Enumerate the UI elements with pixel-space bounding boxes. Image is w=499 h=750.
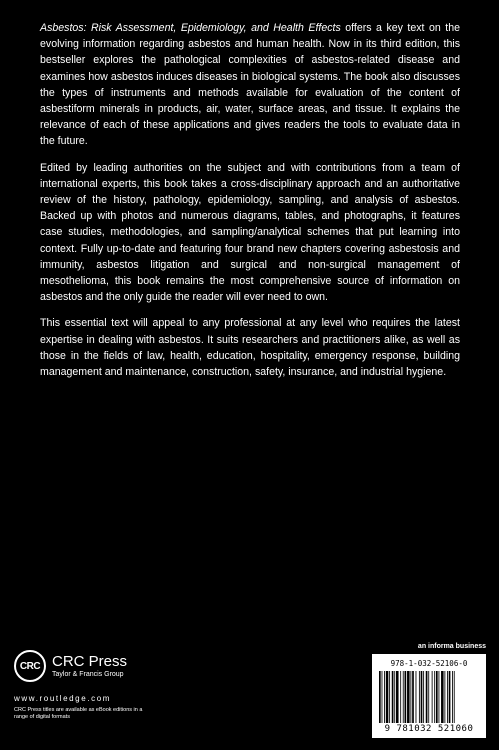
isbn-barcode	[372, 654, 486, 738]
barcode-bar	[384, 671, 385, 723]
barcode-bar	[400, 671, 401, 723]
barcode-bar	[382, 671, 383, 723]
barcode-icon	[377, 671, 481, 723]
barcode-bar	[421, 671, 423, 723]
blurb-paragraph-1	[40, 20, 460, 150]
crc-press-logo	[14, 650, 234, 682]
barcode-bar	[405, 671, 407, 723]
isbn-text-bottom: 9 781032 521060	[384, 724, 474, 734]
barcode-bar	[439, 671, 440, 723]
back-cover-blurb	[40, 20, 460, 390]
barcode-bar	[396, 671, 399, 723]
barcode-bar	[428, 671, 429, 723]
barcode-bar	[444, 671, 445, 723]
barcode-bar	[410, 671, 411, 723]
barcode-bar	[379, 671, 381, 723]
barcode-bar	[392, 671, 394, 723]
publisher-name: CRC Press	[52, 652, 128, 670]
publisher-website: www.routledge.com	[14, 694, 112, 703]
barcode-bar	[454, 671, 455, 723]
blurb-paragraph-3: This essential text will appeal to any professional at any level who requires the latest expertise in dealing with asbestos. It suits researchers and practitioners alike, as well as those in the fields of law, health, education, hospitality, emergency response, building management and maintenance, construction, safety, insurance, and industrial hygiene.	[40, 317, 460, 379]
barcode-bar	[407, 671, 410, 723]
barcode-bar	[403, 671, 404, 723]
barcode-bar	[416, 671, 417, 723]
barcode-bar	[419, 671, 420, 723]
publisher-group: Taylor & Francis Group	[52, 670, 124, 678]
barcode-bar	[389, 671, 390, 723]
barcode-bar	[436, 671, 438, 723]
barcode-bar	[441, 671, 444, 723]
blurb-paragraph-2: Edited by leading authorities on the subject and with contributions from a team of international experts, this book takes a cross-disciplinary approach and an authoritative review of the history, pathology, epidemiology, sampling, and analysis of asbestos. Backed up with photos and numerous diagrams, tables, and photographs, it features case studies, methodologies, and sampling/analytical schemes that put learning into context. Fully up-to-date and featuring four brand new chapters covering asbestosis and immunity, asbestos litigation and surgical and non-surgical management of mesothelioma, this book remains the most comprehensive source of information on asbestos and the only guide the reader will ever need to own.	[40, 161, 460, 304]
publisher-block	[14, 650, 234, 721]
barcode-bar	[394, 671, 395, 723]
book-title: Asbestos: Risk Assessment, Epidemiology, and Health Effects	[40, 22, 341, 34]
informa-tagline: an informa business	[417, 643, 486, 650]
ebook-note: CRC Press titles are available as eBook editions in a range of digital formats	[14, 707, 143, 720]
barcode-bar	[434, 671, 435, 723]
crc-badge-icon: CRC	[14, 650, 46, 682]
isbn-text-top: 978-1-032-52106-0	[390, 659, 468, 668]
barcode-bar	[426, 671, 428, 723]
barcode-bar	[412, 671, 414, 723]
blurb-paragraph-1-text: offers a key text on the evolving information regarding asbestos and human health. Now in its third edition, this bestseller explores the pathological complexities of asbestos-related disease and examines how asbestos induces diseases in biological systems. The book also discusses the types of instruments and methods available for evaluation of the content of asbestiform minerals in products, air, water, surface areas, and tissue. It explains the relevance of each of these applications and gives readers the tools to evaluate data in the future.	[40, 22, 460, 148]
barcode-bar	[386, 671, 389, 723]
barcode-bar	[447, 671, 448, 723]
barcode-bar	[423, 671, 424, 723]
barcode-bar	[449, 671, 451, 723]
barcode-bar	[432, 671, 433, 723]
barcode-bar	[452, 671, 453, 723]
